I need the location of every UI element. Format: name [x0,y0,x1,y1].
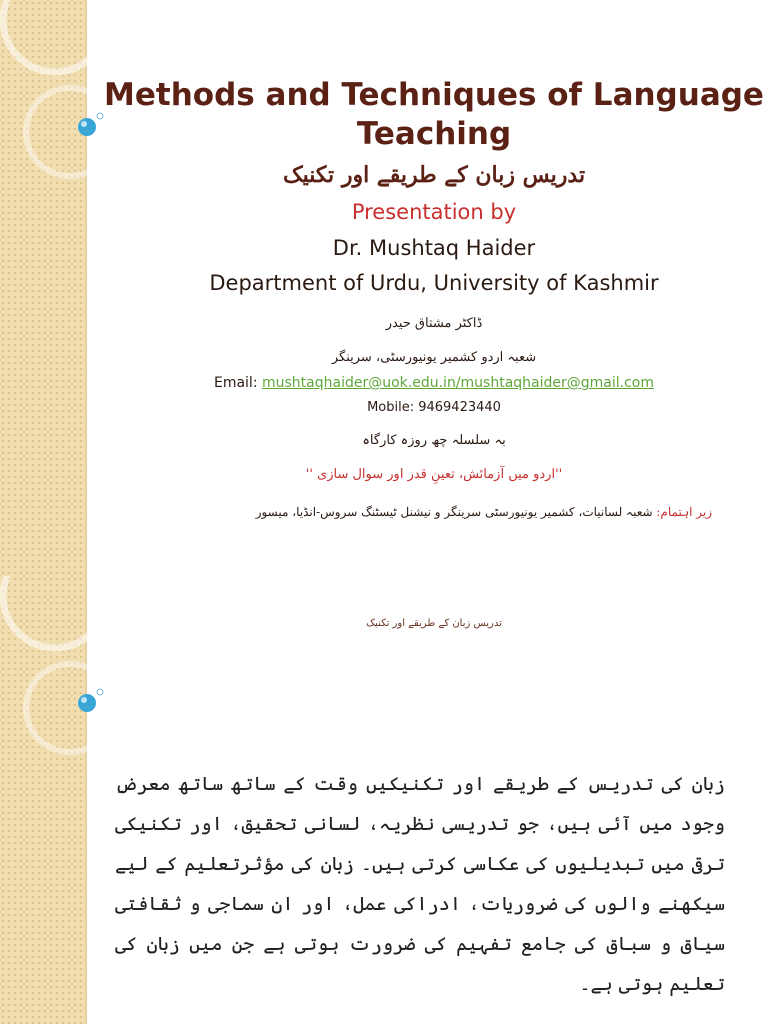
page-title: Methods and Techniques of Language Teaching [104,77,764,152]
organizers-text: شعبہ لسانیات، کشمیر یونیورسٹی سرینگر و نیشنل ٹیسٹنگ سروس-انڈیا، میسور [255,505,657,519]
slide-2 [0,576,768,1024]
presenter-name: Dr. Mushtaq Haider [332,236,536,260]
slide-footer-title: تدریس زبان کے طریقے اور تکنیک [366,618,502,629]
body-paragraph: زبان کی تدریس کے طریقے اور تکنیکیں وقت کے ساتھ ساتھ معرضِ وجود میں آئی ہیں، جو تدریسی نظریہ، لسانی تحقیق، اور تکنیکی ترقی میں تبدیلیوں کی عکاسی کرتی ہیں۔ زبان کی مؤثرتعلیم کے لیے سیکھنے والوں کی ضروریات، ادراکی عمل، اور ان سماجی و ثقافتی سیاق و سباق کی جامع تفہیم کی ضرورت ہوتی ہے جن میں زبان کی تعلیم ہوتی ہے۔ [115,773,725,995]
email-link[interactable]: mushtaqhaider@uok.edu.in/mushtaqhaider@gmail.com [262,375,654,391]
urdu-presenter-name: ڈاکٹر مشتاق حیدر [385,316,483,331]
department-name: Department of Urdu, University of Kashmir [209,271,659,295]
email-label: Email: [213,375,262,391]
organizers-line [92,505,712,519]
urdu-title: تدریس زبان کے طریقے اور تکنیک [282,162,586,188]
email-line [100,375,768,391]
workshop-title: ''اردو میں آزمائش، تعینِ قدر اور سوال سازی '' [305,467,563,482]
urdu-department: شعبہ اردو کشمیر یونیورسٹی، سرینگر [331,350,537,365]
ornament-rings-icon [0,0,110,576]
ornament-rings-icon [0,576,110,1024]
organizers-label: زیر اہتمام: [656,505,712,519]
presentation-by-label: Presentation by [351,200,517,224]
mobile-number: Mobile: 9469423440 [367,400,501,415]
workshop-intro: بہ سلسلہ چھ روزہ کارگاہ [362,433,506,448]
